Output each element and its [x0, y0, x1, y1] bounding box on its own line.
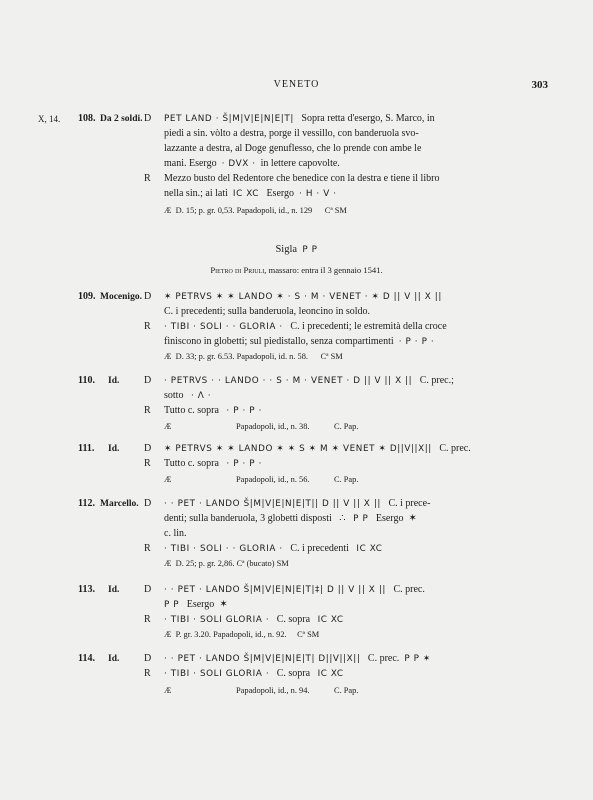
- obverse-marker: D: [144, 375, 152, 386]
- obverse-line-4: [164, 157, 340, 171]
- metadata: Papadopoli, id., n. 56.: [236, 475, 310, 484]
- obverse-after: C. prec.: [367, 653, 400, 664]
- obverse-after: C. i prece-: [388, 498, 431, 509]
- reverse-line-2: [164, 335, 434, 349]
- sigla-label: Sigla: [275, 244, 298, 255]
- obverse-legend: · · PET · LANDO Š|M|V|E|N|E|T|| D || V || X ||: [164, 499, 381, 509]
- page-number: 303: [531, 79, 548, 91]
- star-icon: ✶: [219, 599, 228, 610]
- sigla-legend: P P: [164, 600, 180, 610]
- reverse-legend: · P · P ·: [226, 459, 263, 469]
- metal: Æ: [164, 352, 172, 361]
- reverse-text-a: nella sin.; ai lati: [164, 188, 228, 199]
- obverse-after: C. prec.: [439, 443, 471, 454]
- metal: Æ: [164, 475, 172, 484]
- reverse-description: C. sopra: [276, 668, 311, 679]
- obverse-line-2: piedi a sin. vòlto a destra, porge il vessillo, con banderuola svo-: [164, 128, 419, 139]
- obverse-marker: D: [144, 498, 152, 509]
- reverse-legend-2: · H · V ·: [299, 189, 337, 199]
- entry-name: Id.: [108, 444, 120, 454]
- reverse-marker: R: [144, 614, 151, 625]
- obverse-marker: D: [144, 653, 152, 664]
- reverse-description: Tutto c. sopra: [164, 458, 219, 469]
- reverse-legend: · TIBI · SOLI GLORIA ·: [164, 615, 270, 625]
- obverse-line-3: lazzante a destra, al Doge genuflesso, che lo prende con ambe le: [164, 143, 422, 154]
- obverse-line-1: [164, 583, 425, 597]
- obverse-marker: D: [144, 291, 152, 302]
- obverse-legend: · PETRVS · · LANDO · · S · M · VENET · D || V || X ||: [164, 376, 413, 386]
- metadata: D. 15; p. gr. 0,53. Papadopoli, id., n. 129: [175, 206, 313, 215]
- obverse-after: C. prec.: [393, 584, 425, 595]
- reverse-legend-2: IC XC: [356, 544, 383, 554]
- reverse-line-1: [164, 542, 382, 556]
- reverse-legend-2: · P · P ·: [398, 337, 435, 347]
- reverse-line-1: Mezzo busto del Redentore che benedice con la destra e tiene il libro: [164, 173, 440, 184]
- reverse-description-2: finiscono in globetti; sul piedistallo, senza compartimenti: [164, 336, 394, 347]
- obverse-after: in lettere capovolte.: [260, 158, 340, 169]
- entry-number: 111.: [78, 443, 95, 454]
- reverse-line-1: [164, 404, 262, 418]
- obverse-legend: · · PET · LANDO Š|M|V|E|N|E|T| D||V||X||: [164, 654, 361, 664]
- metadata: P. gr. 3.20. Papadopoli, id., n. 92.: [175, 630, 287, 639]
- sigla-massaro: Pietro di Priuli,: [210, 265, 267, 275]
- globetti-symbol: ∴: [339, 513, 346, 524]
- obverse-line-2: C. i precedenti; sulla banderuola, leoncino in soldo.: [164, 306, 371, 317]
- metal: Æ: [164, 206, 172, 215]
- reverse-legend: · TIBI · SOLI GLORIA ·: [164, 669, 270, 679]
- obverse-exergue-label: mani. Esergo: [164, 158, 217, 169]
- obverse-line-2: [164, 598, 228, 612]
- star-icon: ✶: [408, 513, 417, 524]
- meta-line: [164, 628, 319, 642]
- reverse-line-1: [164, 667, 344, 681]
- entry-name: Marcello.: [100, 499, 139, 509]
- reverse-line-1: [164, 457, 262, 471]
- obverse-after: C. prec.;: [419, 375, 454, 386]
- metal: Æ: [164, 559, 172, 568]
- obverse-exergue: · DVX ·: [221, 159, 256, 169]
- obverse-description: Sopra retta d'esergo, S. Marco, in: [301, 113, 435, 124]
- reverse-description: C. i precedenti: [290, 543, 349, 554]
- reverse-legend-2: IC XC: [317, 615, 344, 625]
- metadata: Papadopoli, id., n. 94.: [236, 686, 310, 695]
- sigla-legend: P P: [353, 514, 369, 524]
- exergue-label: Esergo: [186, 599, 215, 610]
- obverse-line-1: [164, 652, 431, 666]
- sigla-heading: [0, 243, 593, 257]
- obverse-desc-2: denti; sulla banderuola, 3 globetti disposti: [164, 513, 332, 524]
- collection-mark: Cª SM: [324, 206, 347, 215]
- entry-number: 110.: [78, 375, 95, 386]
- obverse-after-legend: P P ✶: [404, 654, 431, 664]
- entry-number: 113.: [78, 584, 95, 595]
- reverse-legend-2: IC XC: [317, 669, 344, 679]
- obverse-line-2: [164, 389, 211, 403]
- exergue-label: Esergo: [375, 513, 404, 524]
- collection-mark: C. Pap.: [334, 422, 359, 431]
- obverse-line-3: c. lin.: [164, 528, 187, 539]
- collection-mark: Cª SM: [297, 630, 320, 639]
- obverse-line-1: [164, 112, 435, 126]
- entry-name: Da 2 soldi.: [100, 114, 143, 124]
- obverse-legend: · · PET · LANDO Š|M|V|E|N|E|T|‡| D || V || X ||: [164, 585, 386, 595]
- reverse-line-2: [164, 187, 337, 201]
- sigla-legend: P P: [302, 245, 318, 255]
- entry-name: Id.: [108, 585, 120, 595]
- plate-ref: X, 14.: [38, 114, 61, 124]
- metadata: D. 33; p. gr. 6.53. Papadopoli, id. n. 58.: [175, 352, 309, 361]
- obverse-marker: D: [144, 443, 152, 454]
- obverse-line-2: [164, 512, 417, 526]
- reverse-line-1: [164, 320, 447, 334]
- collection-mark: C. Pap.: [334, 686, 359, 695]
- reverse-legend-1: IC XC: [232, 189, 259, 199]
- entry-number: 108.: [78, 113, 96, 124]
- collection-mark: Cª SM: [320, 352, 343, 361]
- entry-name: Mocenigo.: [100, 292, 142, 302]
- entry-number: 114.: [78, 653, 95, 664]
- obverse-line-1: [164, 497, 430, 511]
- reverse-legend: · P · P ·: [226, 406, 263, 416]
- obverse-legend: ✶ PETRVS ✶ ✶ LANDO ✶ · S · M · VENET · ✶ D || V || X ||: [164, 292, 442, 302]
- obverse-marker: D: [144, 584, 152, 595]
- obverse-line-1: [164, 374, 454, 388]
- meta-line: [164, 350, 343, 364]
- reverse-marker: R: [144, 543, 151, 554]
- obverse-sotto-legend: · Λ ·: [190, 391, 212, 401]
- reverse-line-1: [164, 613, 344, 627]
- obverse-legend: ✶ PETRVS ✶ ✶ LANDO ✶ ✶ S ✶ M ✶ VENET ✶ D||V||X||: [164, 444, 432, 454]
- running-header: VENETO: [273, 79, 320, 90]
- reverse-legend: · TIBI · SOLI · · GLORIA ·: [164, 322, 283, 332]
- reverse-marker: R: [144, 405, 151, 416]
- metal: Æ: [164, 422, 172, 431]
- reverse-legend: · TIBI · SOLI · · GLORIA ·: [164, 544, 283, 554]
- entry-name: Id.: [108, 376, 120, 386]
- metal: Æ: [164, 630, 172, 639]
- entry-number: 112.: [78, 498, 95, 509]
- metadata: Papadopoli, id., n. 38.: [236, 422, 310, 431]
- obverse-sotto: sotto: [164, 390, 184, 401]
- obverse-line-1: [164, 442, 471, 456]
- reverse-marker: R: [144, 173, 151, 184]
- reverse-marker: R: [144, 668, 151, 679]
- reverse-description: C. i precedenti; le estremità della croce: [290, 321, 447, 332]
- sigla-note: [0, 263, 593, 277]
- meta-line: [164, 557, 289, 571]
- obverse-legend: PET LAND · Š|M|V|E|N|E|T|: [164, 114, 294, 124]
- obverse-marker: D: [144, 113, 152, 124]
- sigla-note-text: massaro: entra il 3 gennaio 1541.: [268, 265, 383, 275]
- reverse-description: Tutto c. sopra: [164, 405, 219, 416]
- reverse-marker: R: [144, 458, 151, 469]
- entry-number: 109.: [78, 291, 96, 302]
- reverse-marker: R: [144, 321, 151, 332]
- metal: Æ: [164, 686, 172, 695]
- metadata: D. 25; p. gr. 2,86. Cª (bucato) SM: [175, 559, 289, 568]
- entry-name: Id.: [108, 654, 120, 664]
- meta-line: [164, 204, 347, 218]
- reverse-description: C. sopra: [276, 614, 311, 625]
- collection-mark: C. Pap.: [334, 475, 359, 484]
- reverse-text-b: Esergo: [266, 188, 295, 199]
